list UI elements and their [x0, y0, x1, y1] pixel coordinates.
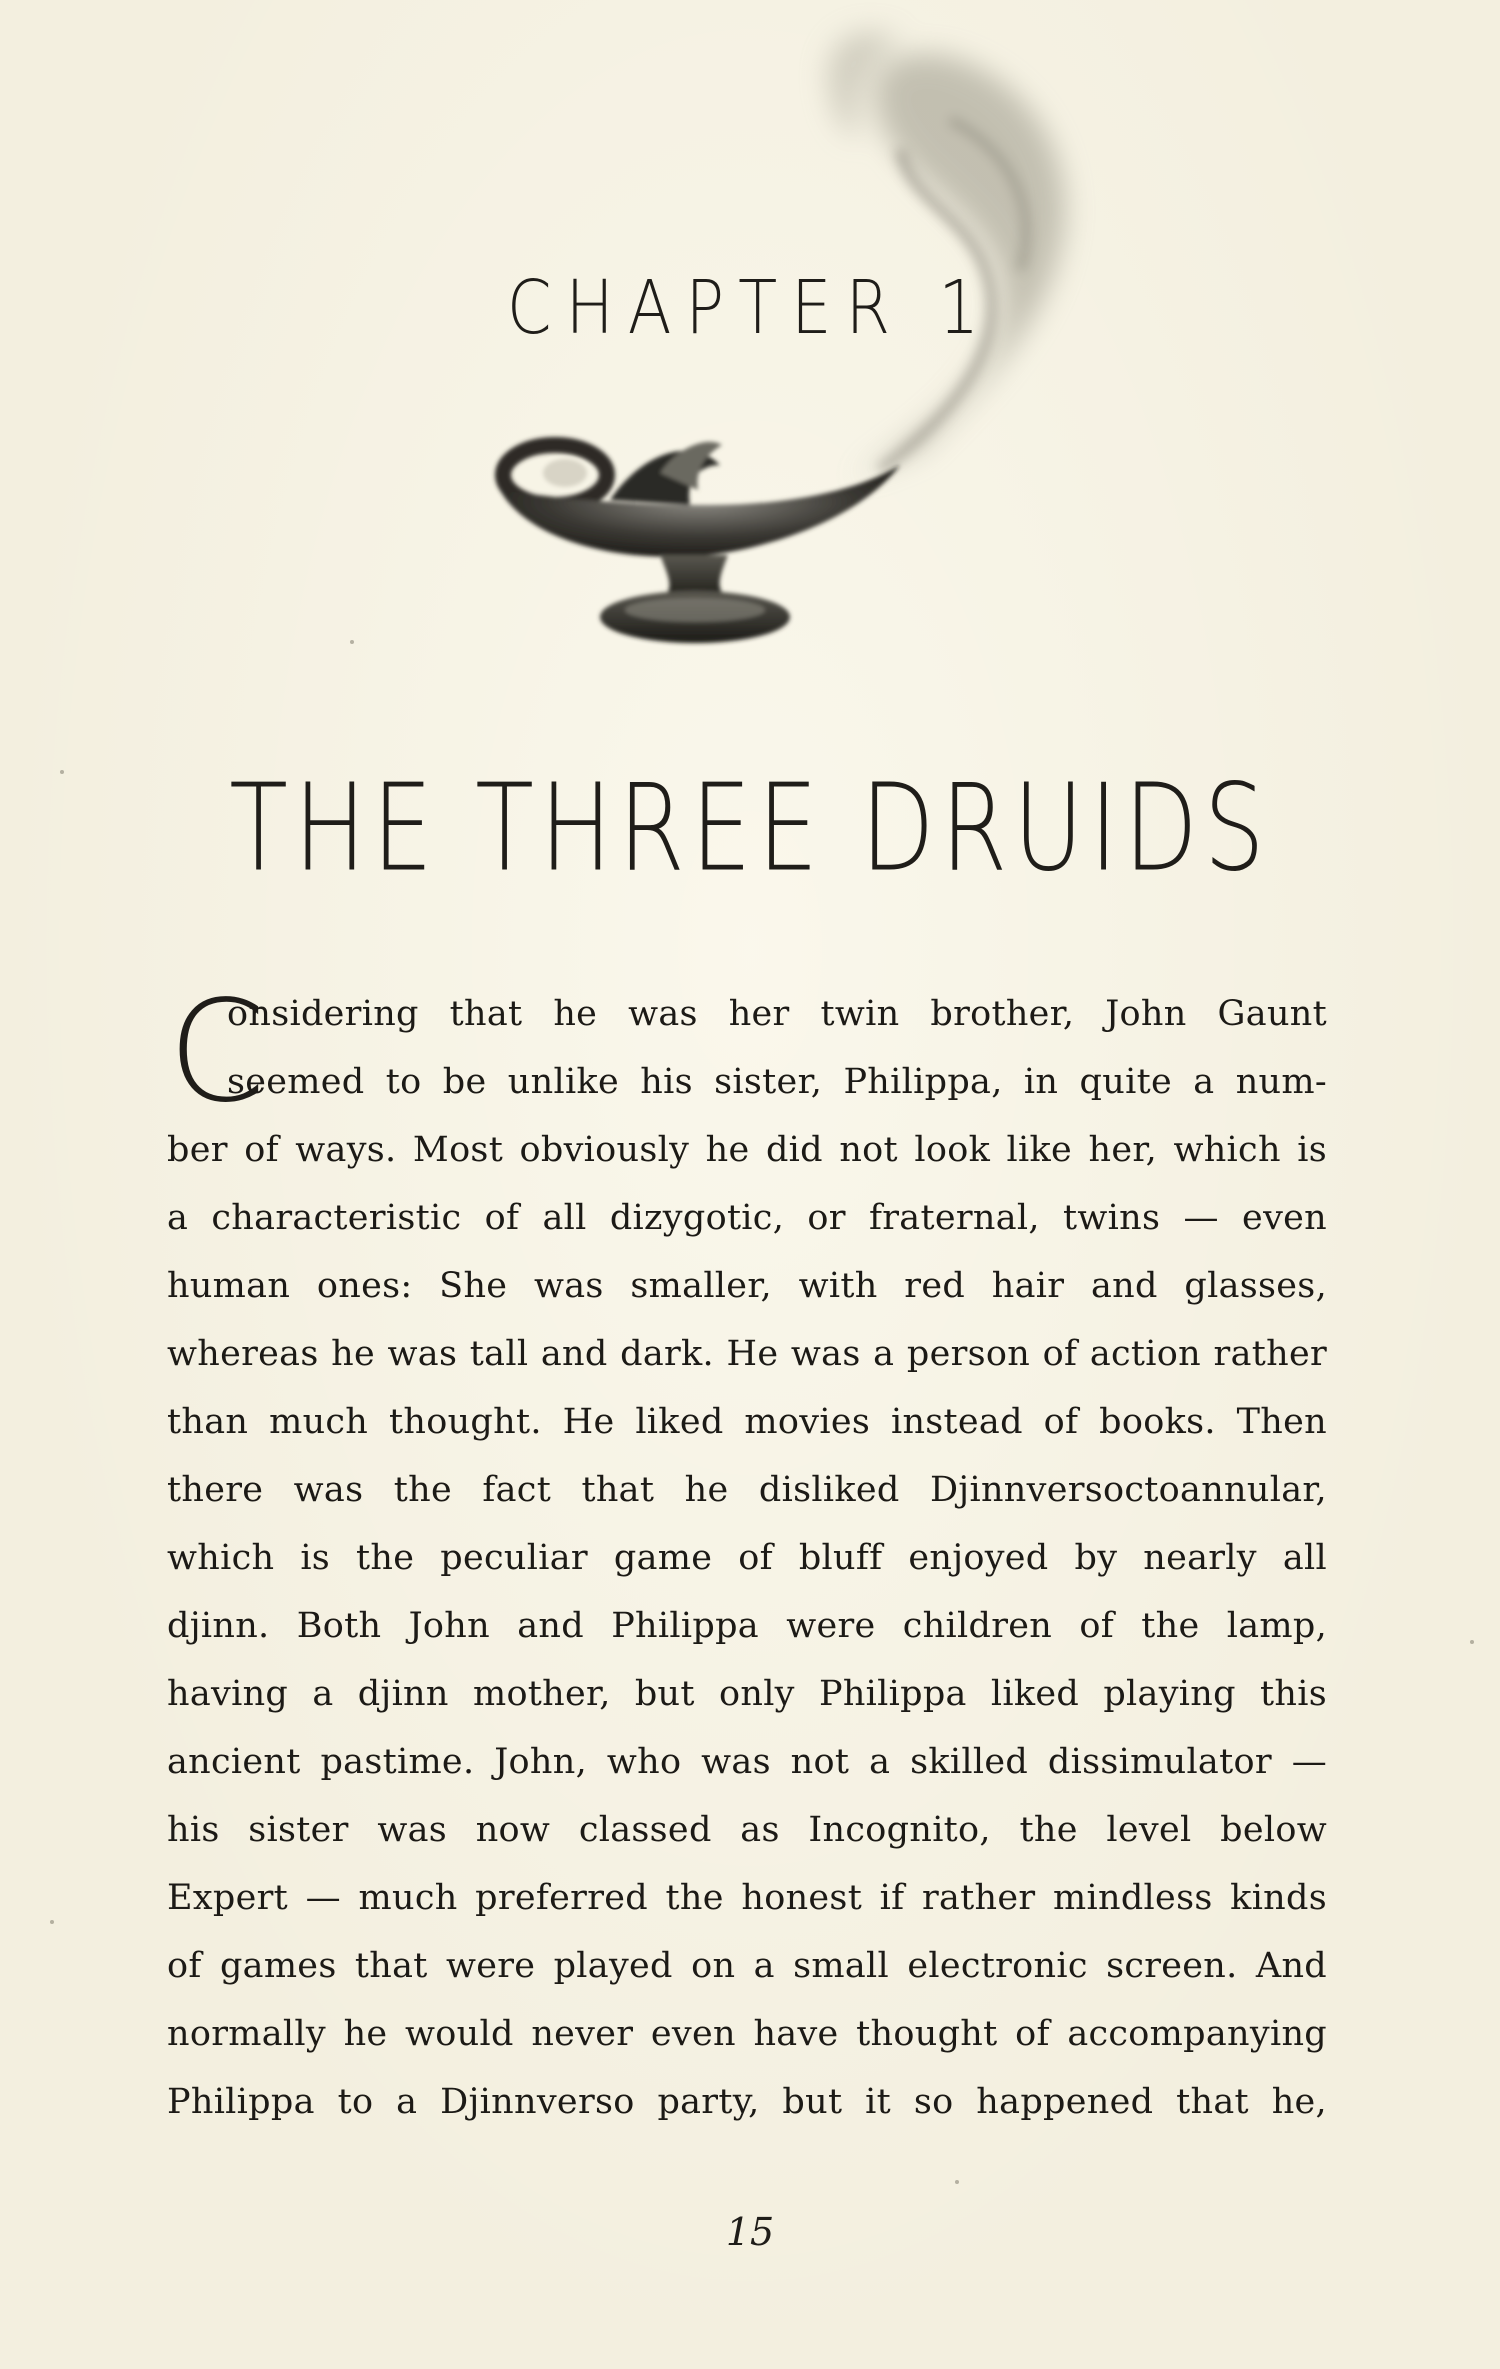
text-line: Expert — much preferred the honest if rather mindless kinds: [167, 1878, 1327, 1918]
text-line: ber of ways. Most obviously he did not look like her, which is: [167, 1130, 1327, 1170]
text-line: having a djinn mother, but only Philippa liked playing this: [167, 1674, 1327, 1714]
paper-speck: [955, 2180, 959, 2184]
oil-lamp-icon: [460, 395, 930, 655]
text-line: whereas he was tall and dark. He was a person of action rather: [167, 1334, 1327, 1374]
chapter-label: CHAPTER 1: [506, 266, 994, 352]
paper-speck: [1470, 1640, 1474, 1644]
text-line: normally he would never even have thought of accompanying: [167, 2014, 1327, 2054]
text-line: seemed to be unlike his sister, Philippa, in quite a num-: [227, 1062, 1327, 1102]
page-number: 15: [725, 2210, 775, 2254]
text-line: human ones: She was smaller, with red hair and glasses,: [167, 1266, 1327, 1306]
paper-speck: [50, 1920, 54, 1924]
text-line: a characteristic of all dizygotic, or fraternal, twins — even: [167, 1198, 1327, 1238]
text-line: than much thought. He liked movies instead of books. Then: [167, 1402, 1327, 1442]
text-line: ancient pastime. John, who was not a skilled dissimulator —: [167, 1742, 1327, 1782]
text-line: which is the peculiar game of bluff enjoyed by nearly all: [167, 1538, 1327, 1578]
text-line: djinn. Both John and Philippa were children of the lamp,: [167, 1606, 1327, 1646]
text-line: of games that were played on a small electronic screen. And: [167, 1946, 1327, 1986]
text-line: Philippa to a Djinnverso party, but it so happened that he,: [167, 2082, 1327, 2122]
drop-cap-letter: C: [168, 971, 266, 1134]
text-line: onsidering that he was her twin brother, John Gaunt: [227, 994, 1327, 1034]
text-line: his sister was now classed as Incognito, the level below: [167, 1810, 1327, 1850]
body-paragraph: [167, 971, 1327, 2136]
paper-speck: [350, 640, 354, 644]
chapter-title: THE THREE DRUIDS: [229, 758, 1271, 898]
paper-speck: [60, 770, 64, 774]
text-line: there was the fact that he disliked Djinnversoctoannular,: [167, 1470, 1327, 1510]
